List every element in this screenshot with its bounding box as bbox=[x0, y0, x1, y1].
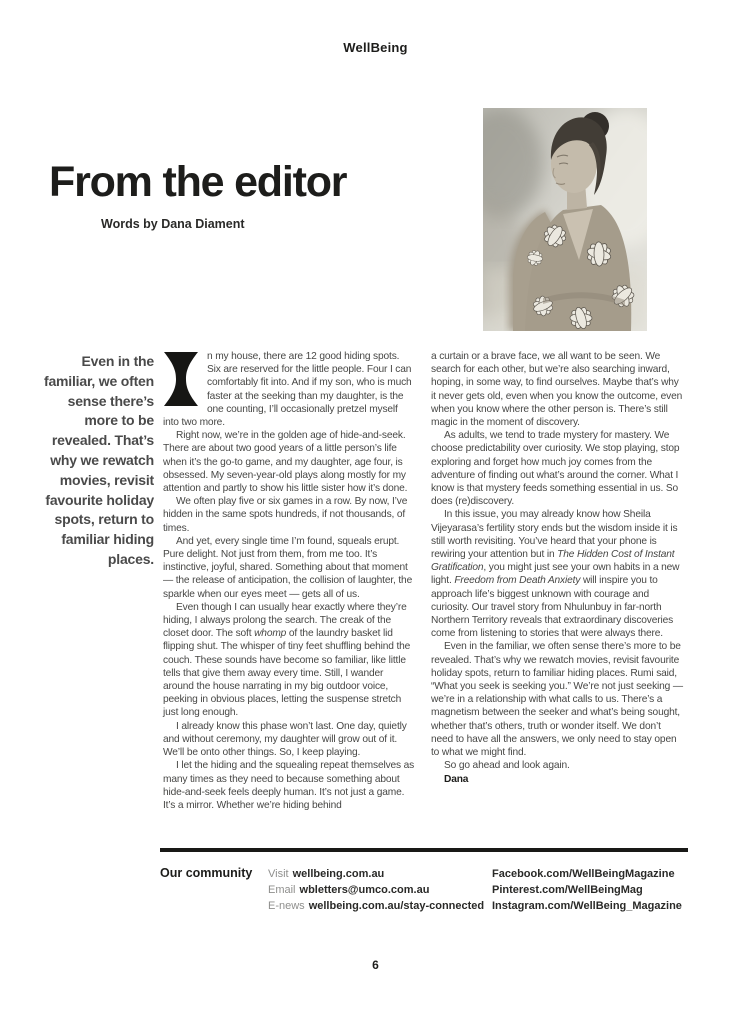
drop-cap-letter-i bbox=[163, 352, 199, 406]
body-paragraph: a curtain or a brave face, we all want to be seen. We search for each other, but we’re also searching inward, hoping, in some way, to find ourselves. Maybe that’s why it never gets old, even when you know the outcome, even when you know where the other person is. There’s still magic in the moment of discovery. bbox=[431, 351, 683, 429]
contact-label: Email bbox=[268, 884, 296, 896]
body-paragraph: In this issue, you may already know how Sheila Vijeyarasa’s fertility story ends but the wisdom inside it is still worth revisiting. You’ve heard that your phone is rewiring your attention but in The Hidden Cost of Instant Gratification, you might just see your own habits in a new light. Freedom from Death Anxiety will inspire you to approach life’s biggest unknown with courage and curiosity. Our travel story from Nhulunbuy in far-north Northern Territory reveals that extraordinary discoveries come from listening to stories that were always there. bbox=[431, 509, 680, 640]
page-number: 6 bbox=[372, 958, 379, 972]
footer-contact-list bbox=[268, 866, 492, 914]
byline: Words by Dana Diament bbox=[101, 217, 245, 231]
body-paragraph: Right now, we’re in the golden age of hide-and-seek. There are about two good years of a little person’s life when it’s the go-to game, and my daughter, age four, is obsessed. My seven-year-old plays along mostly for my attention and partly to show his little sister how it’s done. bbox=[163, 430, 408, 495]
social-link: Facebook.com/WellBeingMagazine bbox=[492, 868, 675, 880]
contact-link: wbletters@umco.com.au bbox=[299, 884, 430, 896]
body-paragraph: And yet, every single time I’m found, squeals erupt. Pure delight. Not just from them, from me too. It’s instinctive, joyful, shared. Something about that moment — the release of anticipation, the collision of laughter, the sparkle when our eyes meet — gets all of us. bbox=[163, 535, 413, 600]
body-paragraph: I let the hiding and the squealing repeat themselves as many times as they need to because something about hide-and-seek feels deeply human. It’s not just a game. It’s a mirror. Whether we’re hiding behind bbox=[163, 760, 415, 811]
editor-portrait-illustration bbox=[483, 108, 647, 331]
footer-social-list bbox=[492, 866, 700, 914]
contact-label: Visit bbox=[268, 868, 289, 880]
body-paragraph: n my house, there are 12 good hiding spots. Six are reserved for the little people. Four I can comfortably fit into. And if my son, who is much faster at the seeking than my daughter, is the one counting, I’ll occasionally pretzel myself into two more. bbox=[163, 351, 412, 429]
contact-row bbox=[268, 898, 492, 914]
body-paragraph: So go ahead and look again. bbox=[444, 760, 570, 772]
contact-row bbox=[268, 882, 492, 898]
footer-heading: Our community bbox=[160, 866, 253, 880]
contact-link: wellbeing.com.au/stay-connected bbox=[308, 900, 485, 912]
body-column-1 bbox=[163, 350, 415, 812]
contact-link: wellbeing.com.au bbox=[292, 868, 385, 880]
body-paragraph: We often play five or six games in a row. By now, I’ve hidden in the same spots hundreds, if not thousands, of times. bbox=[163, 496, 408, 534]
body-paragraph: As adults, we tend to trade mystery for mastery. We choose predictability over curiosity. We stop playing, stop exploring and forget how much joy comes from the adventure of finding out what’s around the corner. What I know is that mystery feeds something essential in us. So does (re)discovery. bbox=[431, 430, 680, 508]
body-column-2 bbox=[431, 350, 683, 786]
footer-divider-rule bbox=[160, 848, 688, 852]
body-paragraph: Even though I can usually hear exactly where they’re hiding, I always prolong the search. The creak of the closet door. The soft whomp of the laundry basket lid flipping shut. The whisper of tiny feet shuffling behind the couch. These sounds have become so familiar, like little tells that give them away every time. Still, I wander around the house narrating in my big outdoor voice, peeking in obvious places, letting the suspense stretch just long enough. bbox=[163, 601, 411, 719]
social-link: Pinterest.com/WellBeingMag bbox=[492, 884, 643, 896]
editor-portrait-photo bbox=[483, 108, 647, 331]
social-link: Instagram.com/WellBeing_Magazine bbox=[492, 900, 682, 912]
magazine-masthead: WellBeing bbox=[343, 40, 408, 55]
contact-row bbox=[268, 866, 492, 882]
body-paragraph: I already know this phase won’t last. One day, quietly and without ceremony, my daughter will grow out of it. We’ll be onto other things. So, I keep playing. bbox=[163, 720, 407, 759]
contact-label: E-news bbox=[268, 900, 305, 912]
page-title: From the editor bbox=[49, 158, 347, 206]
body-paragraph: Even in the familiar, we often sense there’s more to be revealed. That’s why we rewatch movies, revisit favourite holiday spots, return to familiar hiding places. Rumi said, “What you seek is seeking you.” We’re not just seeking — we’re in a relationship with what calls to us. There’s a magnetism between the seeker and what’s being sought, whether that’s others, truth or wonder itself. We don’t need to have all the answers, we only need to stay open to what we might find. bbox=[431, 641, 683, 759]
pull-quote: Even in the familiar, we often sense there’s more to be revealed. That’s why we rewatch movies, revisit favourite holiday spots, return to familiar hiding places. bbox=[44, 353, 154, 567]
body-paragraph: Dana bbox=[444, 773, 469, 785]
footer-community-section bbox=[160, 866, 700, 914]
